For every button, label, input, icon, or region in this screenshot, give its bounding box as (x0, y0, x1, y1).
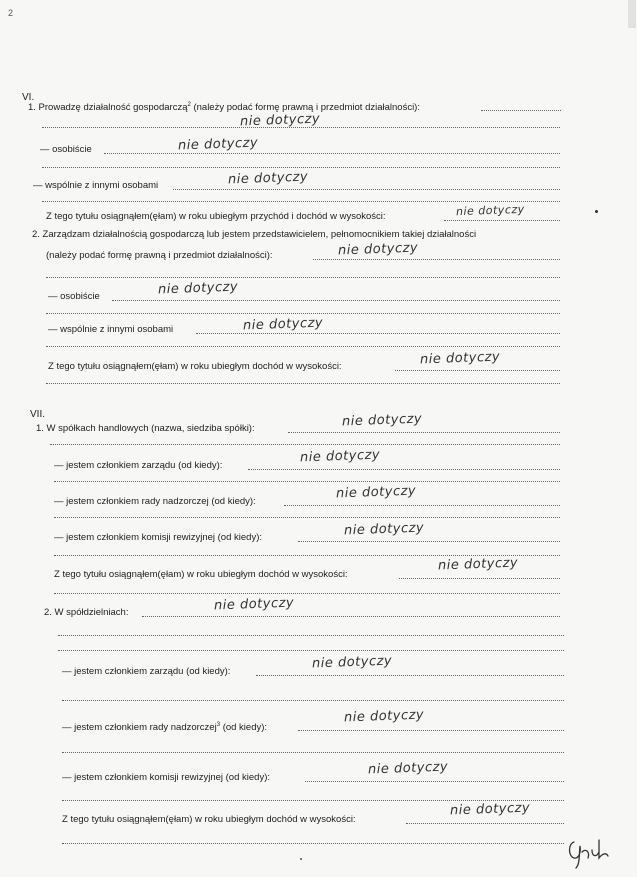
vii-q1-board: — jestem członkiem zarządu (od kiedy): (54, 460, 223, 471)
signature-scribble (566, 830, 614, 870)
handwritten-answer: nie dotyczy (455, 202, 525, 219)
answer-line (54, 481, 560, 482)
answer-line (444, 220, 560, 221)
vii-q2-audit: — jestem członkiem komisji rewizyjnej (od kiedy): (62, 772, 270, 783)
answer-line (62, 700, 564, 701)
answer-line (248, 469, 560, 470)
answer-line (298, 730, 564, 731)
vi-q1-joint: — wspólnie z innymi osobami (33, 180, 159, 191)
answer-line (58, 650, 564, 651)
answer-line (62, 800, 564, 801)
vii-q2-supervisory: — jestem członkiem rady nadzorczej$^3$ (od kiedy): (62, 722, 268, 734)
answer-line (62, 843, 564, 844)
answer-line (305, 781, 564, 782)
handwritten-answer: nie dotyczy (177, 135, 259, 154)
answer-line (284, 505, 560, 506)
answer-line (46, 277, 560, 278)
answer-line (46, 383, 560, 384)
handwritten-answer: nie dotyczy (213, 595, 295, 614)
answer-line (288, 432, 560, 433)
handwritten-answer: nie dotyczy (157, 279, 239, 298)
answer-line (142, 616, 560, 617)
handwritten-answer: nie dotyczy (341, 411, 423, 430)
answer-line (406, 823, 564, 824)
answer-line (62, 752, 564, 753)
answer-line (104, 153, 560, 154)
vii-q1-label: 1. W spółkach handlowych (nazwa, siedziba spółki): (36, 423, 255, 434)
vii-q2-label: 2. W spółdzielniach: (44, 607, 129, 618)
vi-q2-personal: — osobiście (48, 291, 100, 302)
answer-line (42, 127, 560, 128)
corner-mark: 2 (8, 8, 14, 18)
answer-line (46, 346, 560, 347)
section-vi-heading: VI. (22, 92, 35, 103)
vi-q1-label: 1. Prowadzę działalność gospodarczą$^2$ (należy podać formę prawną i przedmiot działalności): (28, 102, 420, 114)
scan-edge (628, 0, 636, 28)
answer-line (481, 110, 561, 111)
answer-line (50, 444, 560, 445)
vii-q2-income: Z tego tytułu osiągnąłem(ęłam) w roku ubiegłym dochód w wysokości: (62, 814, 356, 825)
handwritten-answer: nie dotyczy (299, 447, 381, 466)
answer-line (54, 593, 560, 594)
vi-q2-joint: — wspólnie z innymi osobami (48, 324, 174, 335)
answer-line (196, 333, 560, 334)
answer-line (399, 578, 560, 579)
answer-line (395, 370, 560, 371)
handwritten-answer: nie dotyczy (343, 520, 425, 539)
answer-line (173, 189, 560, 190)
answer-line (54, 517, 560, 518)
answer-line (58, 635, 564, 636)
handwritten-answer: nie dotyczy (419, 349, 501, 368)
handwritten-answer: nie dotyczy (449, 800, 531, 819)
answer-line (112, 300, 560, 301)
answer-line (42, 201, 560, 202)
handwritten-answer: nie dotyczy (239, 111, 321, 130)
answer-line (313, 259, 560, 260)
handwritten-answer: nie dotyczy (227, 169, 309, 188)
handwritten-answer: nie dotyczy (242, 315, 324, 334)
vi-q1-personal: — osobiście (40, 144, 92, 155)
vi-q1-income: Z tego tytułu osiągnąłem(ęłam) w roku ubiegłym przychód i dochód w wysokości: (46, 211, 386, 222)
vii-q1-income: Z tego tytułu osiągnąłem(ęłam) w roku ubiegłym dochód w wysokości: (54, 569, 348, 580)
stray-dot (595, 210, 598, 213)
handwritten-answer: nie dotyczy (437, 555, 519, 574)
vi-q2-label-line2: (należy podać formę prawną i przedmiot działalności): (46, 250, 273, 261)
answer-line (42, 167, 560, 168)
answer-line (298, 541, 560, 542)
section-vii-heading: VII. (30, 409, 46, 420)
vii-q1-audit: — jestem członkiem komisji rewizyjnej (od kiedy): (54, 532, 262, 543)
handwritten-answer: nie dotyczy (311, 653, 393, 672)
vi-q2-label-line1: 2. Zarządzam działalnością gospodarczą lub jestem przedstawicielem, pełnomocnikiem takiej działalności (32, 229, 477, 240)
stray-dot (300, 858, 302, 860)
handwritten-answer: nie dotyczy (343, 707, 425, 726)
answer-line (256, 675, 564, 676)
vii-q2-board: — jestem członkiem zarządu (od kiedy): (62, 666, 231, 677)
handwritten-answer: nie dotyczy (335, 483, 417, 502)
vii-q1-supervisory: — jestem członkiem rady nadzorczej (od kiedy): (54, 496, 256, 507)
vi-q2-income: Z tego tytułu osiągnąłem(ęłam) w roku ubiegłym dochód w wysokości: (48, 361, 342, 372)
handwritten-answer: nie dotyczy (367, 759, 449, 778)
answer-line (46, 313, 560, 314)
handwritten-answer: nie dotyczy (337, 240, 419, 259)
